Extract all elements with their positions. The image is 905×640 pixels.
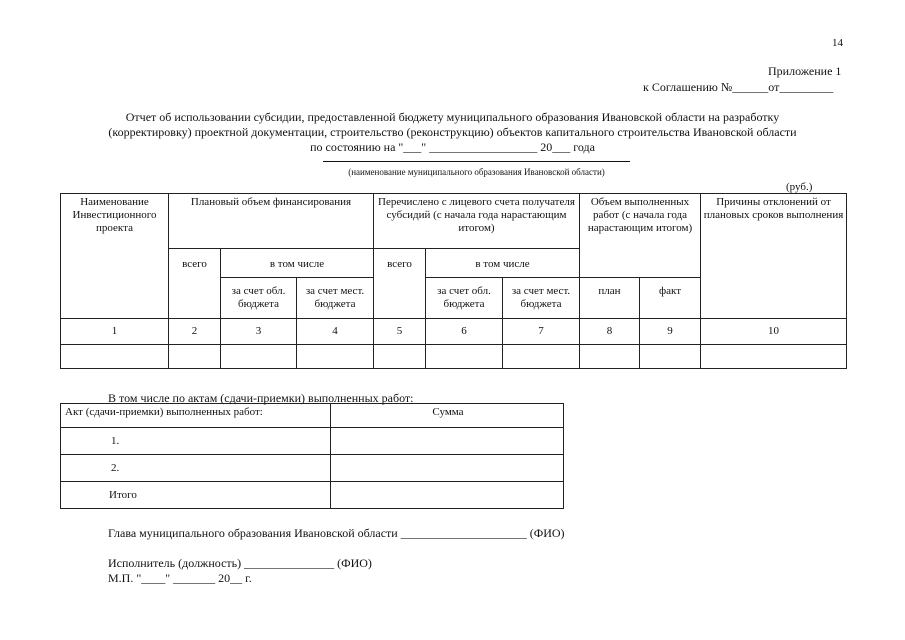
empty-cell [503,345,580,369]
header-deviation-reasons: Причины отклонений от плановых сроков выполнения [701,194,847,319]
empty-cell [221,345,297,369]
header-act: Акт (сдачи-приемки) выполненных работ: [61,404,331,428]
report-title-line-1: Отчет об использовании субсидии, предоставленной бюджету муниципального образования Ивановской области на разработку [125,110,780,124]
act-sum-cell [331,428,564,455]
acknowledgement-heading: В том числе по актам (сдачи-приемки) выполненных работ: [108,391,414,405]
header-transferred-total: всего [374,249,426,319]
head-signature-line: Глава муниципального образования Ивановской области _____________________ (ФИО) [108,526,565,540]
column-number: 1 [61,319,169,345]
column-number: 5 [374,319,426,345]
header-project-name: Наименование Инвестиционного проекта [61,194,169,319]
column-number: 2 [169,319,221,345]
header-planned-financing: Плановый объем финансирования [169,194,374,249]
column-number: 9 [640,319,701,345]
header-sum: Сумма [331,404,564,428]
header-transferred-regional: за счет обл. бюджета [426,278,503,319]
acknowledgement-table [60,403,564,509]
header-transferred: Перечислено с лицевого счета получателя субсидий (с начала года нарастающим итогом) [374,194,580,249]
report-table [60,193,847,369]
empty-cell [701,345,847,369]
empty-cell [297,345,374,369]
appendix-title: Приложение 1 [768,64,842,78]
header-fact: факт [640,278,701,319]
act-row-label: 2. [61,455,331,482]
act-total-label: Итого [61,482,331,509]
municipality-caption: (наименование муниципального образования Ивановской области) [348,167,605,177]
empty-cell [374,345,426,369]
column-number: 10 [701,319,847,345]
column-number: 4 [297,319,374,345]
empty-cell [580,345,640,369]
column-number: 7 [503,319,580,345]
header-planned-total: всего [169,249,221,319]
page-number: 14 [832,37,843,49]
currency-unit: (руб.) [786,181,813,193]
header-transferred-local: за счет мест. бюджета [503,278,580,319]
act-total-sum-cell [331,482,564,509]
header-plan: план [580,278,640,319]
header-planned-including: в том числе [221,249,374,278]
column-number: 8 [580,319,640,345]
column-number: 3 [221,319,297,345]
report-title-line-3: по состоянию на "___" __________________ 20___ года [310,140,595,154]
column-number: 6 [426,319,503,345]
header-completed-works: Объем выполненных работ (с начала года нарастающим итогом) [580,194,701,278]
empty-cell [426,345,503,369]
seal-date-line: М.П. "____" _______ 20__ г. [108,571,252,585]
empty-cell [61,345,169,369]
municipality-underline [323,161,630,162]
report-title [0,110,905,155]
header-planned-local: за счет мест. бюджета [297,278,374,319]
executor-signature-line: Исполнитель (должность) _______________ (ФИО) [108,556,372,570]
header-planned-regional: за счет обл. бюджета [221,278,297,319]
act-row-label: 1. [61,428,331,455]
report-title-line-2: (корректировку) проектной документации, строительство (реконструкцию) объектов капитального строительства Ивановской области [108,125,797,139]
header-transferred-including: в том числе [426,249,580,278]
appendix-reference: к Соглашению №______от_________ [643,80,834,94]
empty-cell [640,345,701,369]
empty-cell [169,345,221,369]
act-sum-cell [331,455,564,482]
